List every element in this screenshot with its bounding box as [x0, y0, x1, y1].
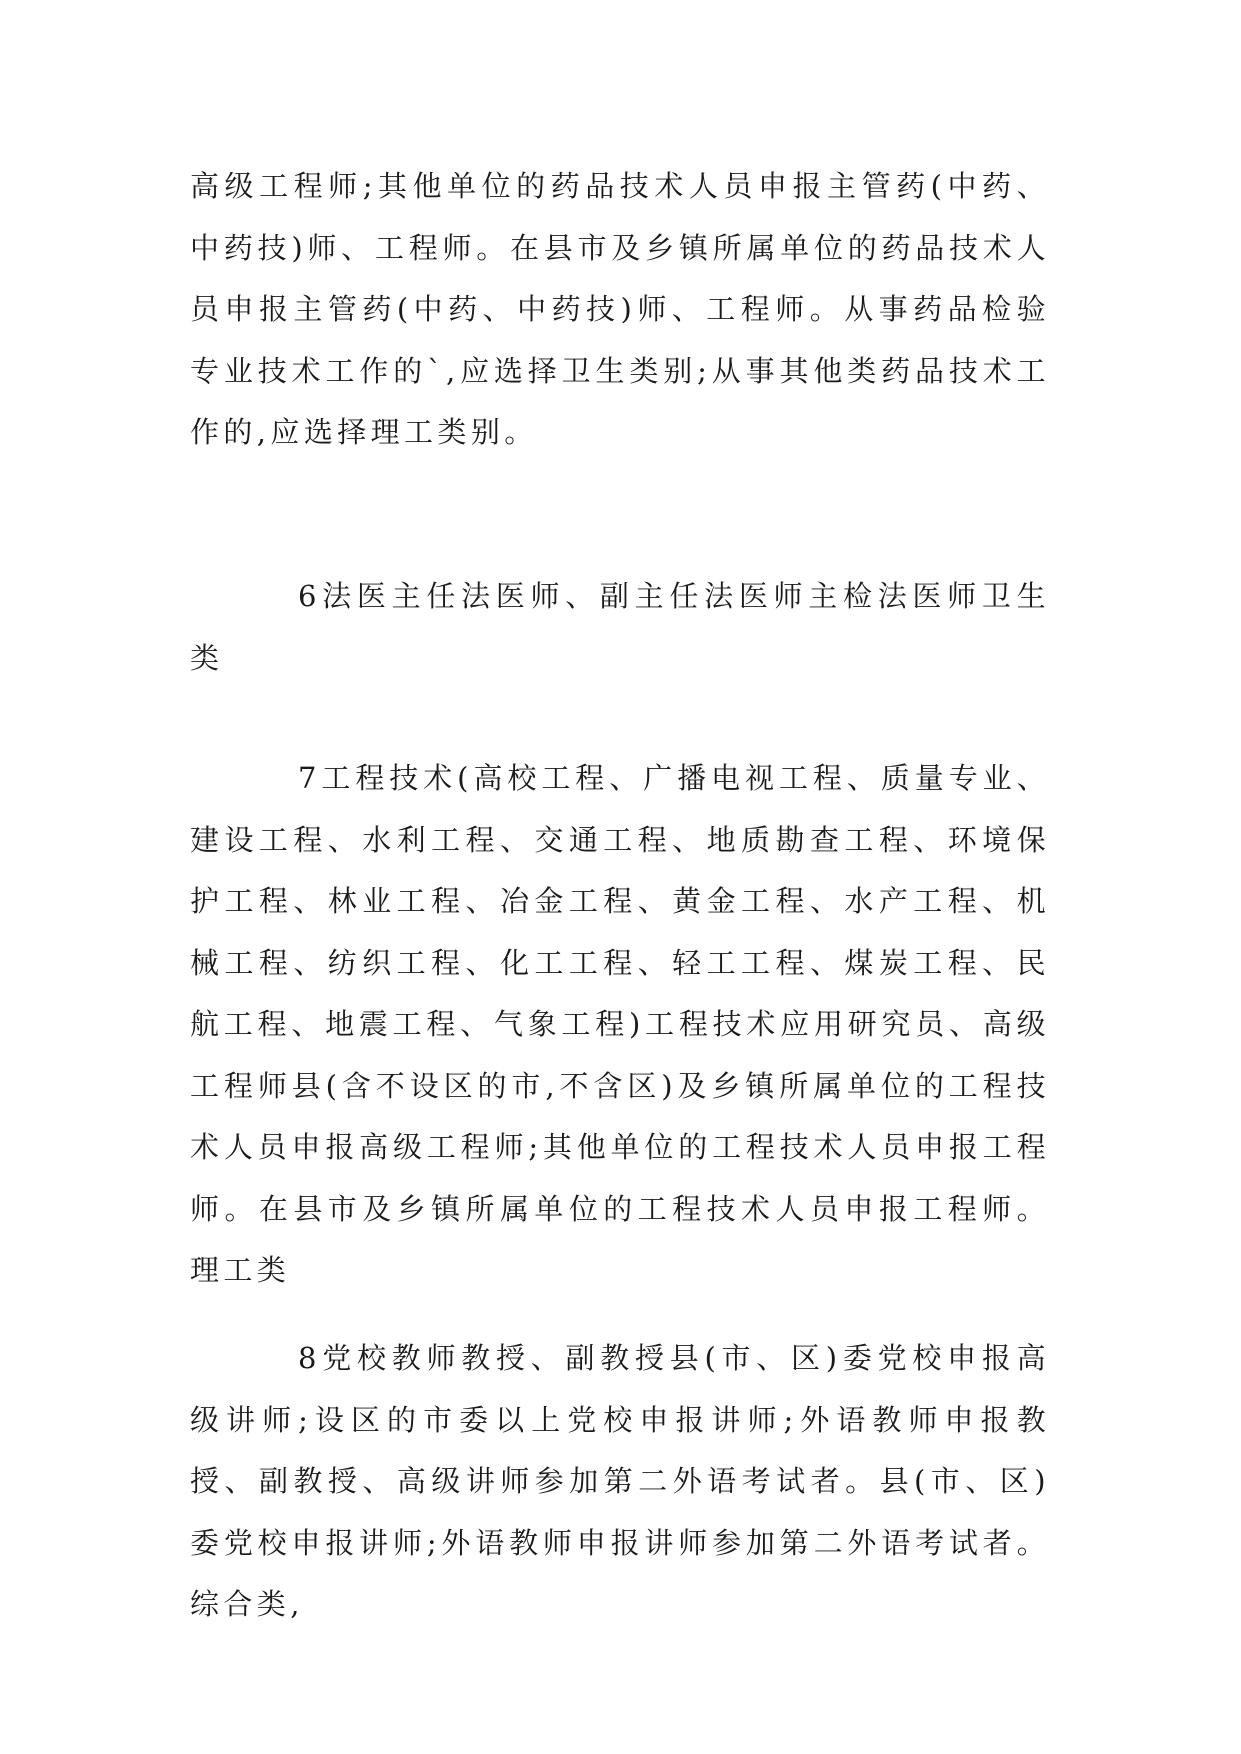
paragraph-pharmacy-continuation: 高级工程师;其他单位的药品技术人员申报主管药(中药、中药技)师、工程师。在县市及乡镇所属单位的药品技术人员申报主管药(中药、中药技)师、工程师。从事药品检验专业技术工作的`,应选择卫生类别;从事其他类药品技术工作的,应选择理工类别。: [190, 169, 1050, 449]
paragraph-item-6-forensic: 6法医主任法医师、副主任法医师主检法医师卫生类: [190, 579, 1050, 675]
paragraph-item-7-engineering: 7工程技术(高校工程、广播电视工程、质量专业、建设工程、水利工程、交通工程、地质勘查工程、环境保护工程、林业工程、冶金工程、黄金工程、水产工程、机械工程、纺织工程、化工工程、轻工工程、煤炭工程、民航工程、地震工程、气象工程)工程技术应用研究员、高级工程师县(含不设区的市,不含区)及乡镇所属单位的工程技术人员申报高级工程师;其他单位的工程技术人员申报工程师。在县市及乡镇所属单位的工程技术人员申报工程师。理工类: [190, 761, 1050, 1287]
paragraph-item-8-party-school: 8党校教师教授、副教授县(市、区)委党校申报高级讲师;设区的市委以上党校申报讲师;外语教师申报教授、副教授、高级讲师参加第二外语考试者。县(市、区)委党校申报讲师;外语教师申报讲师参加第二外语考试者。综合类,: [190, 1341, 1050, 1621]
